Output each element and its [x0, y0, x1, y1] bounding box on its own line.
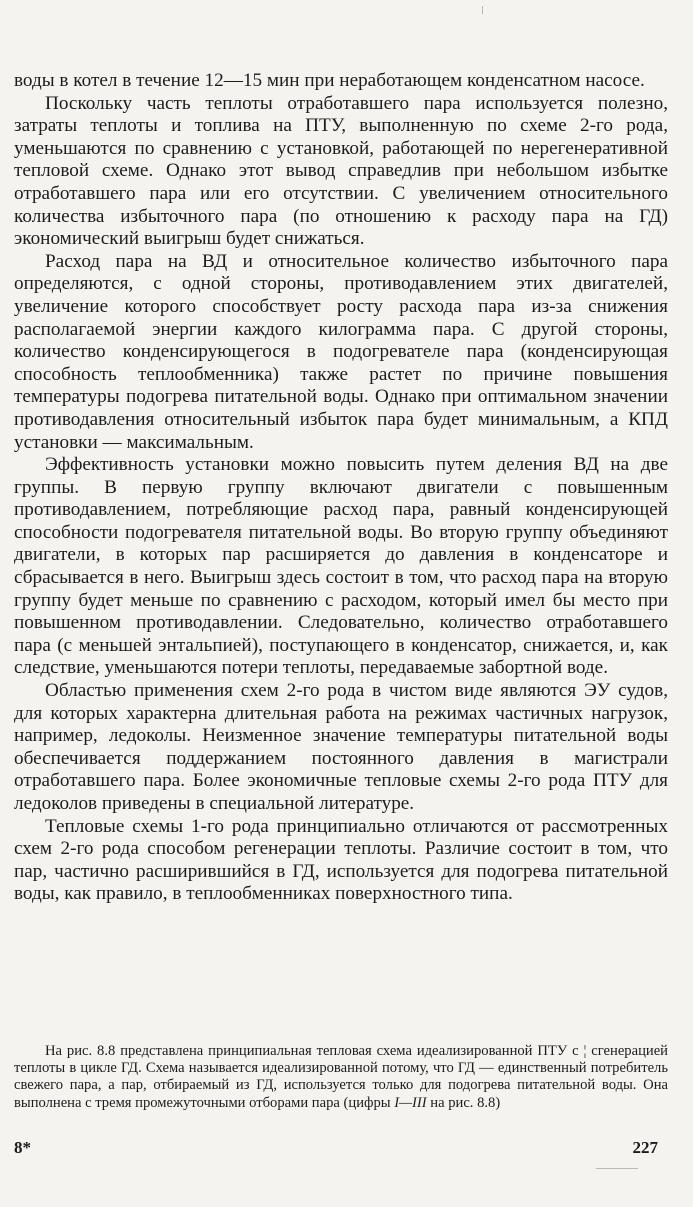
paragraph-4: Эффективность установки можно повысить путем деления ВД на две группы. В первую группу включают двигатели с повышенным противодавлением, потребляющие расход пара, равный конденсирующей способности подогревателя питательной воды. Во вторую группу объединяют двигатели, в которых пар расширяется до давления в конденсаторе и сбрасывается в него. Выигрыш здесь состоит в том, что расход пара на вторую группу будет меньше по сравнению с расходом, который имел бы место при повышенном противодавлении. Следовательно, количество отработавшего пара (с меньшей энтальпией), поступающего в конденсатор, снижается, и, как следствие, уменьшаются потери теплоты, передаваемые забортной воде. — [14, 454, 668, 679]
footnote-text-end: на рис. 8.8) — [426, 1094, 501, 1111]
body-text — [14, 70, 668, 906]
paragraph-1: воды в котел в течение 12—15 мин при неработающем конденсатном насосе. — [14, 70, 645, 91]
scan-line — [596, 1168, 638, 1169]
signature-mark: 8* — [14, 1138, 31, 1157]
scan-speck — [482, 6, 483, 14]
footnote — [14, 1043, 668, 1112]
footnote-figure-range: I—III — [394, 1094, 427, 1111]
page-footer — [14, 1138, 668, 1158]
paragraph-6: Тепловые схемы 1-го рода принципиально отличаются от рассмотренных схем 2-го рода способом регенерации теплоты. Различие состоит в том, что пар, частично расширившийся в ГД, используется для подогрева питательной воды, как правило, в теплообменниках поверхностного типа. — [14, 815, 668, 905]
footnote-text-start: На рис. 8.8 представлена принципиальная тепловая схема идеализированной ПТУ с ¦ сгенерацией теплоты в цикле ГД. Схема называется идеализированной потому, что ГД — единственный потребитель свежего пара, а пар, отбираемый из ГД, используется только для подогрева питательной воды. Она выполнена с тремя промежуточными отборами пара (цифры — [14, 1043, 668, 1111]
paragraph-2: Поскольку часть теплоты отработавшего пара используется полезно, затраты теплоты и топлива на ПТУ, выполненную по схеме 2-го рода, уменьшаются по сравнению с установкой, работающей по нерегенеративной тепловой схеме. Однако этот вывод справедлив при небольшом избытке отработавшего пара или его отсутствии. С увеличением относительного количества избыточного пара (по отношению к расходу пара на ГД) экономический выигрыш будет снижаться. — [14, 92, 668, 250]
paragraph-5: Областью применения схем 2-го рода в чистом виде являются ЭУ судов, для которых характерна длительная работа на режимах частичных нагрузок, например, ледоколы. Неизменное значение температуры питательной воды обеспечивается поддержанием постоянного давления в магистрали отработавшего пара. Более экономичные тепловые схемы 2-го рода ПТУ для ледоколов приведены в специальной литературе. — [14, 680, 668, 814]
page-number: 227 — [632, 1138, 658, 1157]
paragraph-3: Расход пара на ВД и относительное количество избыточного пара определяются, с одной стороны, противодавлением этих двигателей, увеличение которого способствует росту расхода пара из-за снижения располагаемой энергии каждого килограмма пара. С другой стороны, количество конденсирующегося в подогревателе пара (конденсирующая способность теплообменника) также растет по причине повышения температуры подогрева питательной воды. Однако при оптимальном значении противодавления относительный избыток пара будет минимальным, а КПД установки — максимальным. — [14, 250, 668, 453]
